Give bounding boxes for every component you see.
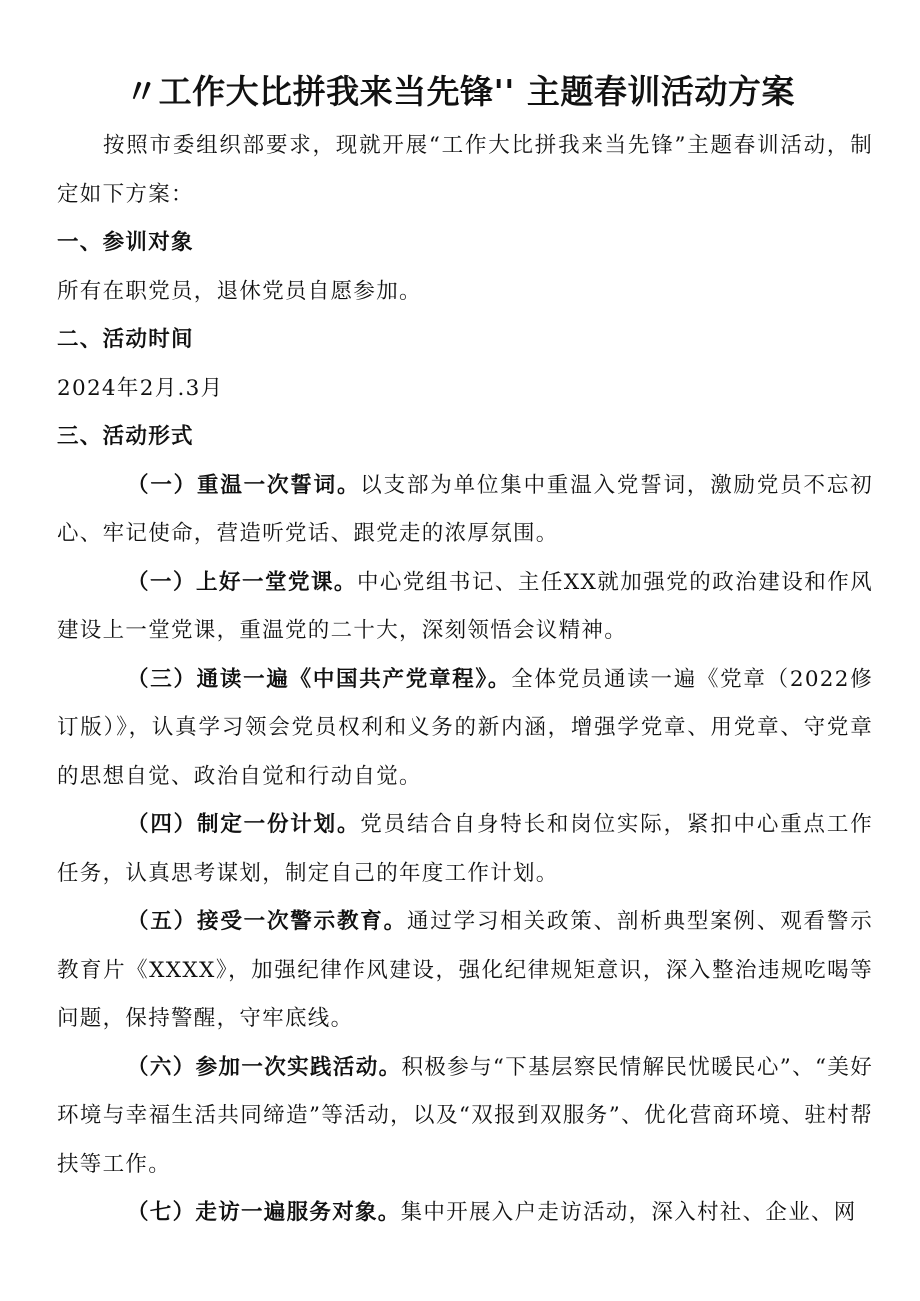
activity-item-text: 集中开展入户走访活动，深入村社、企业、网 — [400, 1200, 857, 1225]
activity-item — [57, 801, 873, 898]
activity-item-lead: （五）接受一次警示教育。 — [127, 909, 407, 934]
activity-item-text: 中心党组书记、主任XX就加强党的政治建设和作风建设上一堂党课，重温党的二十大，深刻领悟会议精神。 — [57, 569, 873, 643]
activity-item-text: 积极参与“下基层察民情解民忧暖民心”、“美好环境与幸福生活共同缔造”等活动，以及“双报到双服务”、优化营商环境、驻村帮扶等工作。 — [57, 1054, 874, 1177]
activity-item — [57, 1189, 873, 1238]
activity-item — [57, 656, 873, 802]
activity-item-lead: （四）制定一份计划。 — [127, 812, 361, 837]
activity-item-lead: （六）参加一次实践活动。 — [127, 1054, 402, 1080]
participants-paragraph: 所有在职党员，退休党员自愿参加。 — [57, 278, 422, 304]
activity-item-text: 全体党员通读一遍《党章（2022修订版）》，认真学习领会党员权利和义务的新内涵，增强学党章、用党章、守党章的思想自觉、政治自觉和行动自觉。 — [57, 666, 873, 789]
activity-item-lead: （一）重温一次誓词。 — [127, 472, 361, 498]
activity-item — [57, 1044, 873, 1190]
activity-item-lead: （三）通读一遍《中国共产党章程》。 — [127, 666, 512, 692]
document-body — [57, 122, 873, 1238]
activity-time-paragraph: 2024年2月.3月 — [57, 375, 224, 401]
activity-item-lead: （一）上好一堂党课。 — [127, 569, 357, 595]
section-heading-format: 三、活动形式 — [57, 424, 194, 449]
activity-item — [57, 559, 873, 656]
activity-item-text: 通过学习相关政策、剖析典型案例、观看警示教育片《XXXX》，加强纪律作风建设，强化纪律规矩意识，深入整治违规吃喝等问题，保持警醒，守牢底线。 — [57, 909, 873, 1031]
activity-item-text: 以支部为单位集中重温入党誓词，激励党员不忘初心、牢记使命，营造听党话、跟党走的浓厚氛围。 — [57, 472, 873, 546]
activity-item — [57, 898, 873, 1044]
intro-paragraph: 按照市委组织部要求，现就开展“工作大比拼我来当先锋”主题春训活动，制定如下方案： — [57, 133, 873, 207]
activity-item — [57, 462, 873, 559]
activity-item-text: 党员结合自身特长和岗位实际，紧扣中心重点工作任务，认真思考谋划，制定自己的年度工作计划。 — [57, 812, 873, 886]
document-title: 〃工作大比拼我来当先锋'' 主题春训活动方案 — [125, 72, 795, 111]
section-heading-time: 二、活动时间 — [57, 327, 194, 352]
section-heading-participants: 一、参训对象 — [57, 230, 194, 255]
activity-item-lead: （七）走访一遍服务对象。 — [127, 1200, 401, 1225]
